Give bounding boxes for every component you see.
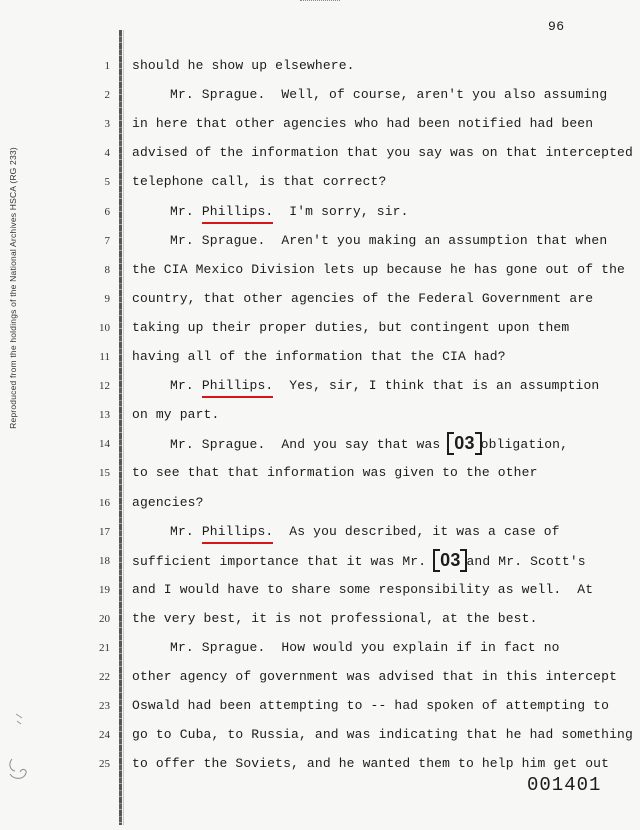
line-number: 19 [99,583,110,596]
line-number: 17 [99,525,110,538]
transcript-line [132,611,538,626]
transcript-line [132,349,506,364]
line-number: 13 [99,409,110,422]
transcript-line [132,378,599,393]
line-number: 14 [99,438,110,451]
line-segment: the very best, it is not professional, at the best. [132,610,538,626]
transcript-line [132,756,609,771]
speaker-name-underlined: Phillips. [201,378,274,394]
transcript-line [132,549,586,570]
line-number: 21 [99,642,110,654]
page-number: 96 [548,19,565,34]
line-segment: in here that other agencies who had been notified had been [132,116,594,132]
line-segment: advised of the information that you say was on that intercepted [132,145,633,161]
document-id: 001401 [527,774,602,796]
line-segment: to offer the Soviets, and he wanted them to help him get out [132,756,610,772]
line-number: 9 [104,292,110,305]
line-number: 8 [104,263,110,276]
line-number: 11 [99,351,110,363]
transcript-line [132,669,617,684]
line-segment: the CIA Mexico Division lets up because he has gone out of the [132,261,625,277]
line-segment: Yes, sir, I think that is an assumption [273,378,600,394]
line-number: 15 [99,467,110,480]
transcript-line [132,87,607,102]
line-number: 6 [104,205,110,218]
line-number: 10 [99,321,110,334]
transcript-line [132,727,633,742]
transcript-line [132,640,560,655]
line-number: 20 [99,612,110,625]
margin-pencil-mark [14,712,24,726]
line-segment: Mr. [170,523,202,539]
line-segment: As you described, it was a case of [273,523,560,539]
line-segment: country, that other agencies of the Federal Government are [132,290,594,306]
line-segment: Mr. Sprague. How would you explain if in fact no [170,640,560,655]
margin-doodle [6,756,30,782]
transcript-line [132,524,560,539]
transcript-line [132,320,569,335]
archive-stamp: Reproduced from the holdings of the National Archives HSCA (RG 233) [8,147,18,429]
line-number: 3 [104,118,110,131]
line-segment: obligation, [480,437,569,453]
line-number: 1 [104,60,110,72]
transcript-line [132,407,219,422]
margin-rule-inner [123,30,124,825]
margin-rule [119,30,122,825]
line-segment: sufficient importance that it was Mr. [132,553,435,569]
line-segment: Mr. Sprague. Well, of course, aren't you also assuming [170,87,608,103]
line-number: 24 [99,729,110,742]
line-segment: Mr. [170,203,202,219]
transcript-line [132,116,593,131]
line-segment: go to Cuba, to Russia, and was indicating that he had something [132,727,633,743]
transcript-line [132,698,609,713]
line-number: 23 [99,700,110,713]
line-number: 25 [99,758,110,771]
line-segment: on my part. [132,407,220,423]
line-number: 2 [104,89,110,102]
line-number: 16 [99,496,110,509]
transcript-line [132,465,538,480]
line-segment: Mr. Sprague. Aren't you making an assumption that when [170,232,608,248]
line-segment: should he show up elsewhere. [132,58,355,73]
line-segment: I'm sorry, sir. [273,203,409,219]
line-segment: taking up their proper duties, but contingent upon them [132,319,570,335]
redaction-bracket: 03 [434,553,466,567]
redaction-bracket: 03 [448,436,480,450]
transcript-line [132,495,204,510]
line-segment: Mr. [170,378,202,394]
speaker-name-underlined: Phillips. [201,203,274,219]
line-number: 22 [99,671,110,684]
line-number: 4 [104,147,110,160]
line-segment: Mr. Sprague. And you say that was [170,437,449,453]
top-edge-mark [300,0,340,4]
line-number: 5 [104,176,110,189]
line-segment: to see that that information was given to the other [132,465,538,481]
line-segment: other agency of government was advised that in this intercept [132,669,618,685]
transcript-line [132,174,386,189]
transcript-line [132,433,569,454]
transcript-line [132,233,607,248]
line-segment: and Mr. Scott's [466,553,586,569]
transcript-line [132,145,633,160]
line-number: 12 [99,380,110,393]
line-segment: having all of the information that the CIA had? [132,349,506,364]
speaker-name-underlined: Phillips. [201,523,274,539]
line-segment: agencies? [132,494,204,510]
transcript-line [132,262,625,277]
line-number: 18 [99,554,110,567]
transcript-line [132,58,355,73]
transcript-line [132,582,593,597]
transcript-line [132,291,593,306]
line-number: 7 [104,234,110,247]
line-segment: Oswald had been attempting to -- had spoken of attempting to [132,698,610,714]
line-segment: telephone call, is that correct? [132,174,387,190]
line-segment: and I would have to share some responsibility as well. At [132,581,594,597]
transcript-line [132,204,409,219]
